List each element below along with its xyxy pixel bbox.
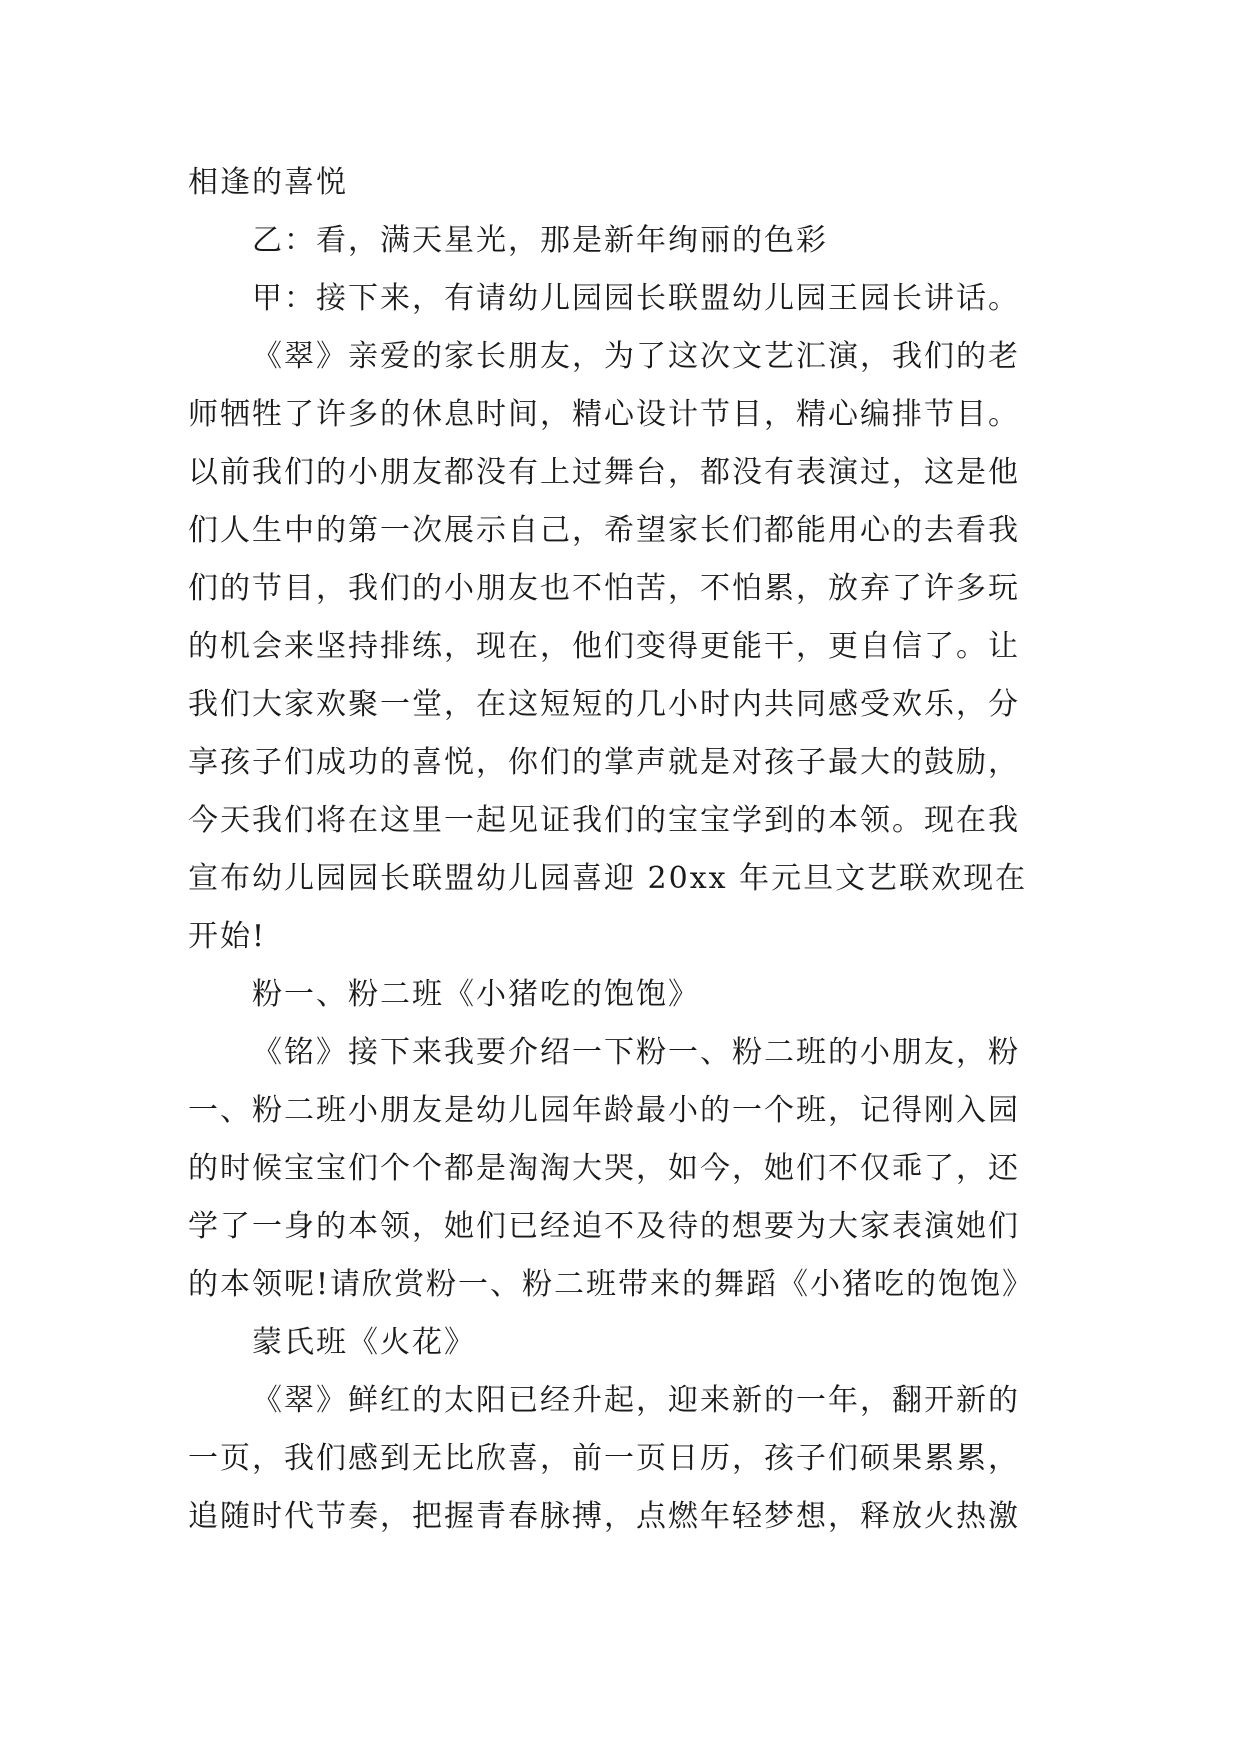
text-line: 甲：接下来，有请幼儿园园长联盟幼儿园王园长讲话。 [252, 281, 1020, 316]
text-line: 以前我们的小朋友都没有上过舞台，都没有表演过，这是他 [188, 455, 1020, 490]
text-line: 《翠》鲜红的太阳已经升起，迎来新的一年，翻开新的 [252, 1383, 1020, 1418]
text-line: 享孩子们成功的喜悦，你们的掌声就是对孩子最大的鼓励， [188, 745, 1020, 780]
text-line: 乙：看，满天星光，那是新年绚丽的色彩 [252, 223, 828, 258]
text-line: 相逢的喜悦 [188, 165, 348, 200]
text-line: 的本领呢!请欣赏粉一、粉二班带来的舞蹈《小猪吃的饱饱》 [188, 1267, 1035, 1302]
text-line: 学了一身的本领，她们已经迫不及待的想要为大家表演她们 [188, 1209, 1020, 1244]
text-line: 今天我们将在这里一起见证我们的宝宝学到的本领。现在我 [188, 803, 1020, 838]
text-line: 追随时代节奏，把握青春脉搏，点燃年轻梦想，释放火热激 [188, 1499, 1020, 1534]
text-line: 我们大家欢聚一堂，在这短短的几小时内共同感受欢乐，分 [188, 687, 1020, 722]
text-line: 师牺牲了许多的休息时间，精心设计节目，精心编排节目。 [188, 397, 1020, 432]
text-line: 一、粉二班小朋友是幼儿园年龄最小的一个班，记得刚入园 [188, 1093, 1020, 1128]
section-heading: 粉一、粉二班《小猪吃的饱饱》 [252, 977, 700, 1012]
text-line: 们人生中的第一次展示自己，希望家长们都能用心的去看我 [188, 513, 1020, 548]
text-line: 《翠》亲爱的家长朋友，为了这次文艺汇演，我们的老 [252, 339, 1020, 374]
text-line: 们的节目，我们的小朋友也不怕苦，不怕累，放弃了许多玩 [188, 571, 1020, 606]
text-line: 一页，我们感到无比欣喜，前一页日历，孩子们硕果累累， [188, 1441, 1020, 1476]
text-line: 的时候宝宝们个个都是淘淘大哭，如今，她们不仅乖了，还 [188, 1151, 1020, 1186]
text-line: 宣布幼儿园园长联盟幼儿园喜迎 20xx 年元旦文艺联欢现在 [188, 861, 1028, 896]
document-body [188, 154, 1068, 1546]
text-line: 的机会来坚持排练，现在，他们变得更能干，更自信了。让 [188, 629, 1020, 664]
section-heading: 蒙氏班《火花》 [252, 1325, 476, 1360]
text-line: 开始! [188, 919, 267, 954]
text-line: 《铭》接下来我要介绍一下粉一、粉二班的小朋友，粉 [252, 1035, 1020, 1070]
